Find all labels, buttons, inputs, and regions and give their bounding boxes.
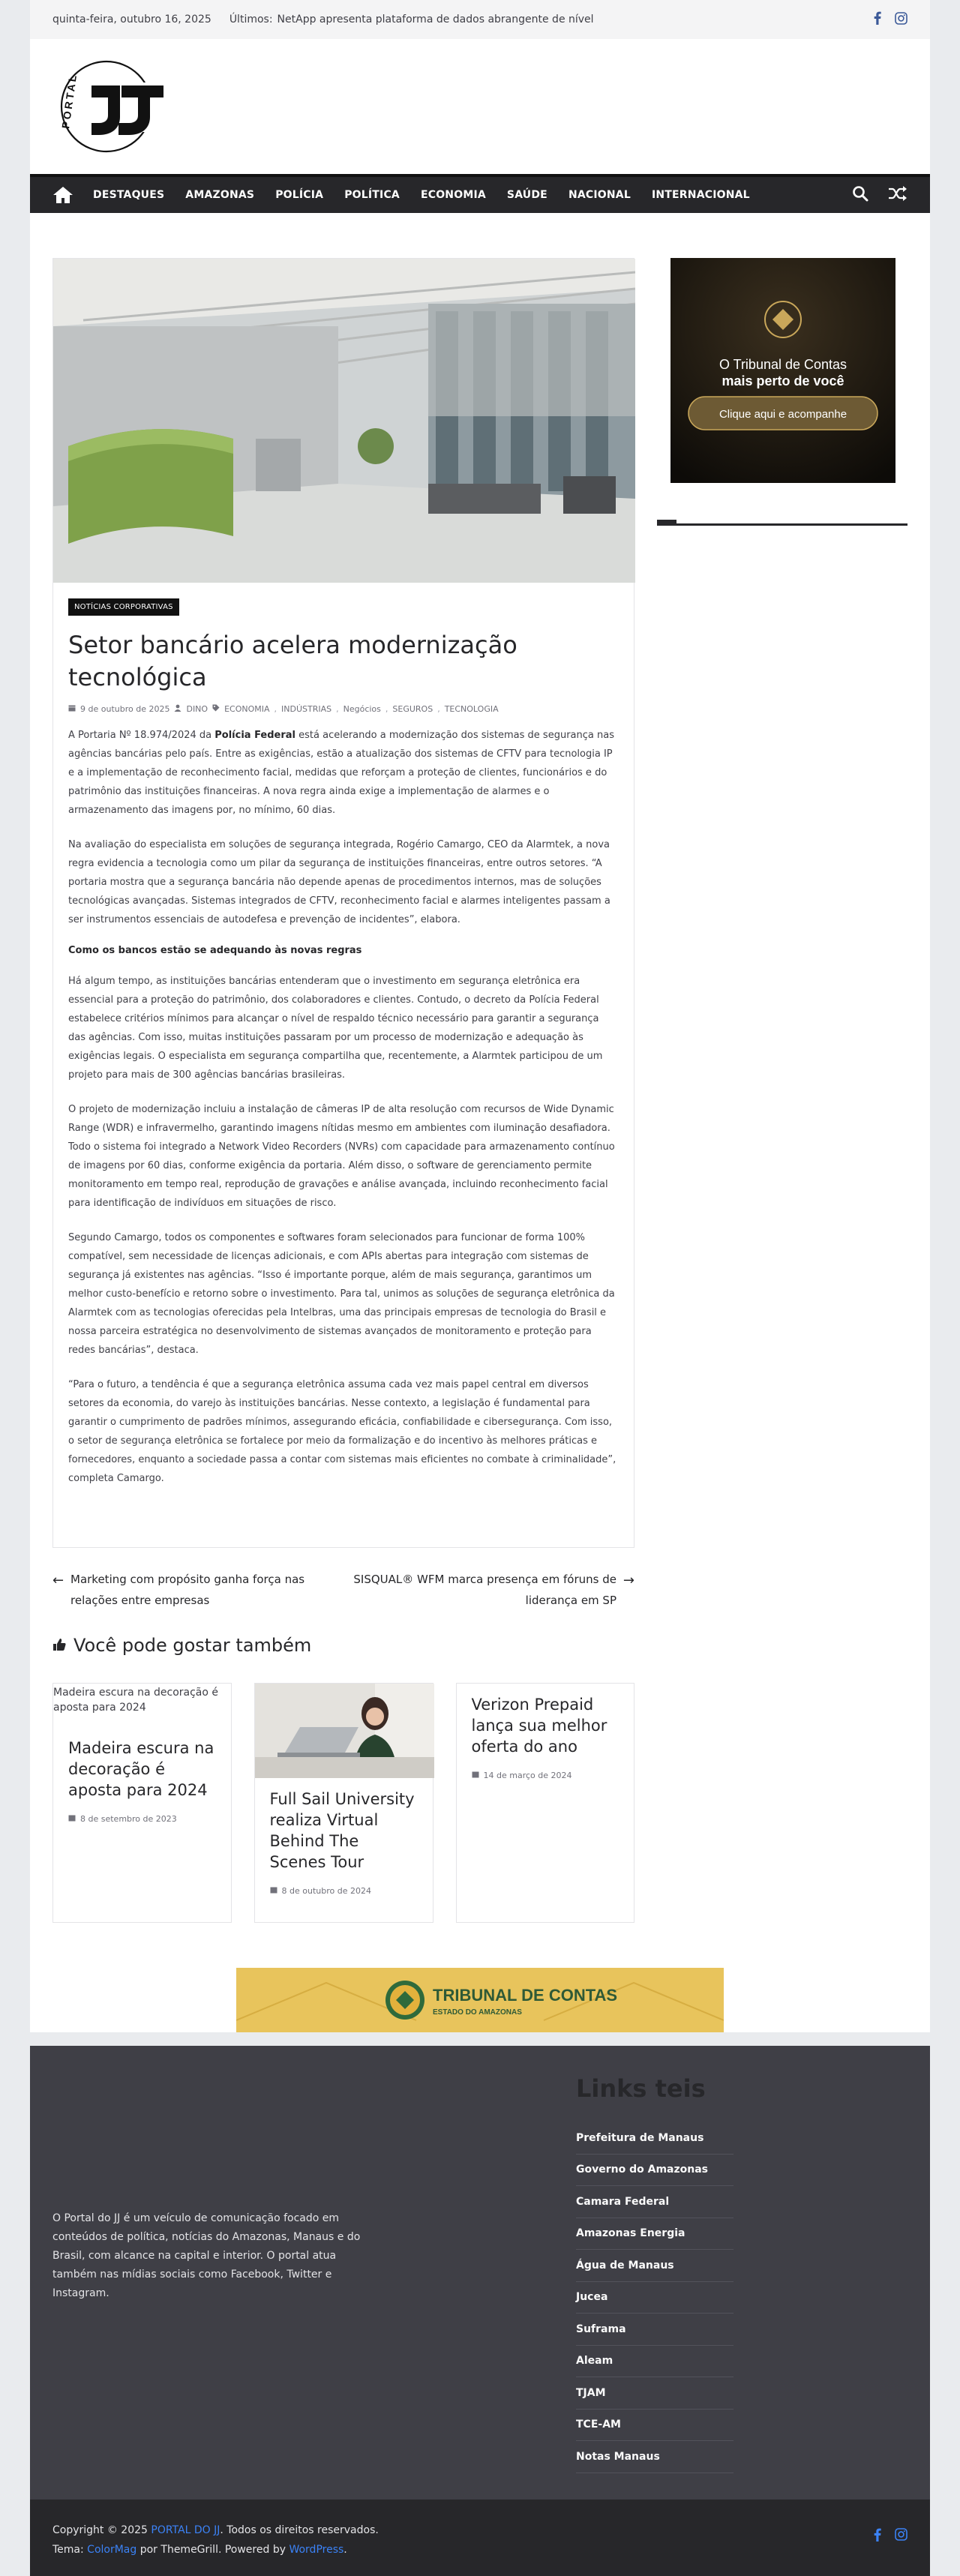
nav-item[interactable]: SAÚDE — [506, 189, 548, 201]
footer-social — [874, 2528, 908, 2545]
random-post-icon[interactable] — [888, 185, 908, 205]
broken-image-alt[interactable]: Madeira escura na decoração é aposta para 2024 — [53, 1687, 219, 1714]
site-header — [30, 39, 930, 174]
calendar-icon — [472, 1771, 479, 1780]
nav-item[interactable]: POLÍTICA — [344, 189, 400, 201]
footer-link[interactable]: Aleam — [576, 2346, 734, 2378]
bottom-ad-banner[interactable] — [236, 1968, 724, 2032]
related-post-title[interactable]: Madeira escura na decoração é aposta para 2024 — [68, 1739, 214, 1799]
facebook-icon[interactable] — [874, 11, 881, 28]
related-post-date[interactable]: 8 de setembro de 2023 — [68, 1814, 216, 1824]
footer-about-text: O Portal do JJ é um veículo de comunicação focado em conteúdos de política, notícias do Amazonas, Manaus e do Brasil, com alcance na capital e interior. O portal atua também nas mídias sociais como Facebook, Twitter e Instagram. — [52, 2212, 361, 2299]
footer-link[interactable]: Água de Manaus — [576, 2250, 734, 2282]
nav-item[interactable]: NACIONAL — [568, 189, 631, 201]
related-post-title[interactable]: Verizon Prepaid lança sua melhor oferta do ano — [471, 1696, 608, 1756]
arrow-left-icon: ← — [52, 1573, 64, 1588]
main-nav — [30, 174, 930, 213]
footer-bottom — [30, 2500, 930, 2576]
related-post-card[interactable] — [254, 1683, 434, 1923]
site-name-link[interactable]: PORTAL DO JJ — [151, 2524, 220, 2536]
top-bar — [30, 0, 930, 39]
article-card — [52, 258, 634, 1548]
footer-link[interactable]: Amazonas Energia — [576, 2218, 734, 2251]
related-post-date[interactable]: 14 de março de 2024 — [472, 1771, 620, 1780]
nav-menu — [93, 189, 771, 201]
article-paragraph: Segundo Camargo, todos os componentes e softwares foram selecionados para funcionar de forma 100% compatível, sem necessidade de licenças adicionais, e com APIs abertas para integração com sistemas de segurança já existentes nas agências. “Isso é importante porque, além de mais segurança, garantimos um melhor custo-benefício e retorno sobre o investimento. Para tal, unimos as soluções de segurança eletrônica da Alarmtek com as tecnologias oferecidas pela Intelbras, uma das principais empresas de tecnologia do Brasil e nossa parceira estratégica no desenvolvimento de sistemas avançados de monitoramento e proteção para redes bancárias”, destaca. — [68, 1232, 615, 1356]
related-post-title[interactable]: Full Sail University realiza Virtual Behind The Scenes Tour — [269, 1790, 415, 1871]
home-icon[interactable] — [52, 184, 75, 206]
sidebar-ad-banner[interactable] — [670, 258, 896, 483]
latest-headline-link[interactable]: NetApp apresenta plataforma de dados abrangente de nível — [277, 13, 594, 25]
inline-strong: Polícia Federal — [214, 730, 296, 741]
sidebar-divider — [657, 523, 908, 526]
current-date: quinta-feira, outubro 16, 2025 — [52, 13, 212, 25]
footer-link[interactable]: Suframa — [576, 2314, 734, 2346]
theme-link[interactable]: ColorMag — [87, 2544, 137, 2556]
calendar-icon — [68, 704, 76, 714]
article-tag[interactable]: Negócios — [343, 704, 381, 714]
article-paragraph: O projeto de modernização incluiu a instalação de câmeras IP de alta resolução com recursos de Wide Dynamic Range (WDR) e infravermelho, garantindo imagens nítidas mesmo em ambientes com iluminação desafiadora. Todo o sistema foi integrado a Network Video Recorders (NVRs) com capacidade para armazenamento contínuo de imagens por 60 dias, conforme exigência da portaria. Além disso, o software de gerenciamento permite monitoramento em tempo real, reprodução de gravações e análise avançada, incluindo reconhecimento facial para identificação de indivíduos em situações de risco. — [68, 1104, 615, 1209]
article-date[interactable]: 9 de outubro de 2025 — [80, 704, 170, 714]
ad-bottom-line-2: ESTADO DO AMAZONAS — [433, 2008, 522, 2017]
related-heading: Você pode gostar também — [52, 1635, 311, 1656]
calendar-icon — [68, 1814, 76, 1824]
nav-item[interactable]: AMAZONAS — [185, 189, 255, 201]
footer-link[interactable]: Prefeitura de Manaus — [576, 2122, 734, 2155]
footer-link[interactable]: Camara Federal — [576, 2186, 734, 2218]
instagram-icon[interactable] — [895, 2528, 908, 2545]
nav-item[interactable]: POLÍCIA — [275, 189, 324, 201]
footer-links — [576, 2122, 734, 2473]
thumbs-up-icon — [52, 1635, 66, 1656]
ad-line-1: O Tribunal de Contas — [718, 357, 848, 372]
footer-link[interactable]: TJAM — [576, 2377, 734, 2410]
top-social — [874, 11, 908, 28]
arrow-right-icon: → — [622, 1573, 634, 1588]
post-navigation — [52, 1569, 634, 1621]
article-tag[interactable]: ECONOMIA — [224, 704, 270, 714]
nav-item[interactable]: INTERNACIONAL — [651, 189, 750, 201]
site-logo[interactable] — [52, 57, 166, 154]
ad-bottom-line-1: TRIBUNAL DE CONTAS — [433, 1986, 618, 2005]
facebook-icon[interactable] — [874, 2528, 881, 2545]
previous-post-link[interactable]: ← Marketing com propósito ganha força nas relações entre empresas — [52, 1569, 322, 1611]
next-post-link[interactable]: SISQUAL® WFM marca presença em fóruns de liderança em SP → — [350, 1569, 634, 1611]
article-tag[interactable]: SEGUROS — [392, 704, 434, 714]
instagram-icon[interactable] — [895, 12, 908, 28]
search-icon[interactable] — [852, 185, 868, 205]
related-post-image[interactable] — [255, 1684, 434, 1778]
footer-link[interactable]: TCE-AM — [576, 2410, 734, 2442]
footer-link[interactable]: Jucea — [576, 2282, 734, 2314]
ad-button-text: Clique aqui e acompanhe — [718, 408, 848, 421]
copyright: Copyright © 2025 PORTAL DO JJ. Todos os direitos reservados. Tema: ColorMag por ThemeGrill. Powered by WordPress. — [52, 2524, 379, 2556]
main-content — [30, 213, 930, 2032]
article-subheading: Como os bancos estão se adequando às novas regras — [68, 945, 362, 956]
article-tag[interactable]: TECNOLOGIA — [444, 704, 499, 714]
footer-link[interactable]: Notas Manaus — [576, 2441, 734, 2473]
article-meta: 9 de outubro de 2025 DINO ECONOMIA , INDÚSTRIAS , Negócios , SEGUROS , TECNOLOGIA — [68, 704, 619, 714]
wordpress-link[interactable]: WordPress — [289, 2544, 344, 2556]
article-author[interactable]: DINO — [186, 704, 208, 714]
article-paragraph: Há algum tempo, as instituições bancárias entenderam que o investimento em segurança eletrônica era essencial para a proteção do patrimônio, dos colaboradores e clientes. Contudo, o decreto da Polícia Federal estabelece critérios mínimos para alcançar o nível de respaldo técnico necessário para garantir a segurança das agências. Com isso, muitas instituições passaram por um processo de modernização e adequação às exigências legais. O especialista em segurança compartilha que, recentemente, a Alarmtek participou de um projeto para mais de 300 agências bancárias brasileiras. — [68, 976, 603, 1081]
related-posts — [52, 1683, 634, 1923]
calendar-icon — [270, 1886, 278, 1896]
article-hero-image — [53, 259, 635, 583]
related-post-card[interactable] — [456, 1683, 635, 1923]
user-icon — [174, 704, 182, 714]
tag-icon — [212, 704, 220, 714]
article-paragraph: A Portaria Nº 18.974/2024 da Polícia Federal está acelerando a modernização dos sistemas de segurança nas agências bancárias pelo país. Entre as exigências, estão a atualização dos sistemas de CFTV para tecnologia IP e a implementação de reconhecimento facial, medidas que reforçam a proteção de clientes, funcionários e do patrimônio das instituições financeiras. A nova regra ainda exige a implementação de alarmes e o armazenamento das imagens por, no mínimo, 60 dias. — [68, 730, 614, 816]
article-paragraph: “Para o futuro, a tendência é que a segurança eletrônica assuma cada vez mais papel central em diversos setores da economia, do varejo às instituições bancárias. Nesse contexto, a legislação é fundamental para garantir o cumprimento de padrões mínimos, assegurando eficácia, confiabilidade e cibersegurança. Com isso, o setor de segurança eletrônica se fortalece por meio da formalização e do incentivo às melhores práticas e fornecedores, enquanto a sociedade passa a contar com sistemas mais eficientes no combate à criminalidade”, completa Camargo. — [68, 1379, 616, 1484]
footer-link[interactable]: Governo do Amazonas — [576, 2155, 734, 2187]
site-footer — [30, 2046, 930, 2500]
category-badge[interactable]: NOTÍCIAS CORPORATIVAS — [68, 598, 179, 616]
svg-text:PORTAL: PORTAL — [59, 72, 80, 130]
ad-line-2: mais perto de você — [722, 373, 844, 388]
article-paragraph: Na avaliação do especialista em soluções de segurança integrada, Rogério Camargo, CEO da Alarmtek, a nova regra evidencia a tecnologia como um pilar da segurança de instituições financeiras, entre outros setores. “A portaria mostra que a segurança bancária não depende apenas de procedimentos internos, mas de soluções tecnológicas avançadas. Sistemas integrados de CFTV, reconhecimento facial e alarmes inteligentes passam a ser instrumentos essenciais de autodefesa e prevenção de incidentes”, elabora. — [68, 839, 610, 925]
article-tag[interactable]: INDÚSTRIAS — [281, 704, 332, 714]
article-title: Setor bancário acelera modernização tecnológica — [68, 631, 518, 691]
latest-label: Últimos: — [229, 13, 273, 25]
related-post-date[interactable]: 8 de outubro de 2024 — [270, 1886, 418, 1896]
nav-item[interactable]: DESTAQUES — [93, 189, 165, 201]
related-post-card[interactable] — [52, 1683, 232, 1923]
nav-item[interactable]: ECONOMIA — [420, 189, 486, 201]
nav-tools — [852, 185, 908, 205]
footer-links-title: Links teis — [576, 2074, 706, 2103]
